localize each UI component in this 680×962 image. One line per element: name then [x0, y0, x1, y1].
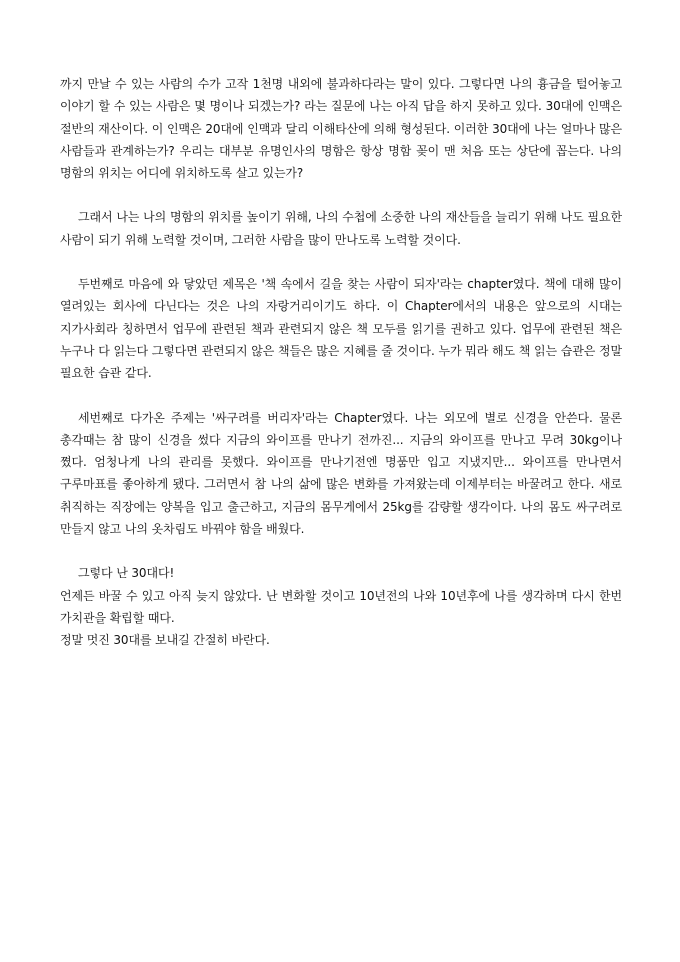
paragraph-no-cheap-things: 세번째로 다가온 주제는 '싸구려를 버리자'라는 Chapter였다. 나는 외모에 별로 신경을 안쓴다. 물론 총각때는 참 많이 신경을 썼다 지금의 와이프를 만나기 전까진... 지금의 와이프를 만나고 무려 30kg이나 쪘다. 엄청나게 나의 관리를 못했다. 와이프를 만나기전엔 명품만 입고 지냈지만... 와이프를 만나면서 구루마표를 좋아하게 됐다. 그러면서 참 나의 삶에 많은 변화를 가져왔는데 이제부터는 바꿀려고 한다. 새로 취직하는 직장에는 양복을 입고 출근하고, 지금의 몸무게에서 25kg를 감량할 생각이다. 나의 몸도 싸구려로 만들지 않고 나의 옷차림도 바꿔야 함을 배웠다.	[60, 410, 622, 537]
paragraph-reading-books: 두번째로 마음에 와 닿았던 제목은 '책 속에서 길을 찾는 사람이 되자'라는 chapter였다. 책에 대해 많이 열려있는 회사에 다닌다는 것은 나의 자랑거리이기도 하다. 이 Chapter에서의 내용은 앞으로의 시대는 지가사회라 칭하면서 업무에 관련된 책과 관련되지 않은 책 모두를 읽기를 권하고 있다. 업무에 관련된 책은 누구나 다 읽는다 그렇다면 관련되지 않은 책들은 많은 지혜를 줄 것이다. 누가 뭐라 해도 책 읽는 습관은 정말 필요한 습관 같다.	[60, 277, 622, 381]
closing-exclamation: 그렇다 난 30대다!	[78, 566, 175, 581]
closing-section	[60, 562, 622, 651]
closing-wish: 정말 멋진 30대를 보내길 간절히 바란다.	[60, 633, 270, 648]
closing-change-statement: 언제든 바꿀 수 있고 아직 늦지 않았다. 난 변화할 것이고 10년전의 나와 10년후에 나를 생각하며 다시 한번 가치관을 확립할 때다.	[60, 588, 622, 625]
paragraph-network: 까지 만날 수 있는 사람의 수가 고작 1천명 내외에 불과하다라는 말이 있다. 그렇다면 나의 흉금을 털어놓고 이야기 할 수 있는 사람은 몇 명이나 되겠는가? 라는 질문에 나는 아직 답을 하지 못하고 있다. 30대에 인맥은 절반의 재산이다. 이 인맥은 20대에 인맥과 달리 이해타산에 의해 형성된다. 이러한 30대에 나는 얼마나 많은 사람들과 관계하는가? 우리는 대부분 유명인사의 명함은 항상 명함 꽂이 맨 처음 또는 상단에 꼽는다. 나의 명함의 위치는 어디에 위치하도록 살고 있는가?	[60, 77, 622, 181]
paragraph-business-card: 그래서 나는 나의 명함의 위치를 높이기 위해, 나의 수첩에 소중한 나의 재산들을 늘리기 위해 나도 필요한 사람이 되기 위해 노력할 것이며, 그러한 사람을 많이 만나도록 노력할 것이다.	[60, 210, 622, 247]
document-page	[60, 73, 622, 652]
